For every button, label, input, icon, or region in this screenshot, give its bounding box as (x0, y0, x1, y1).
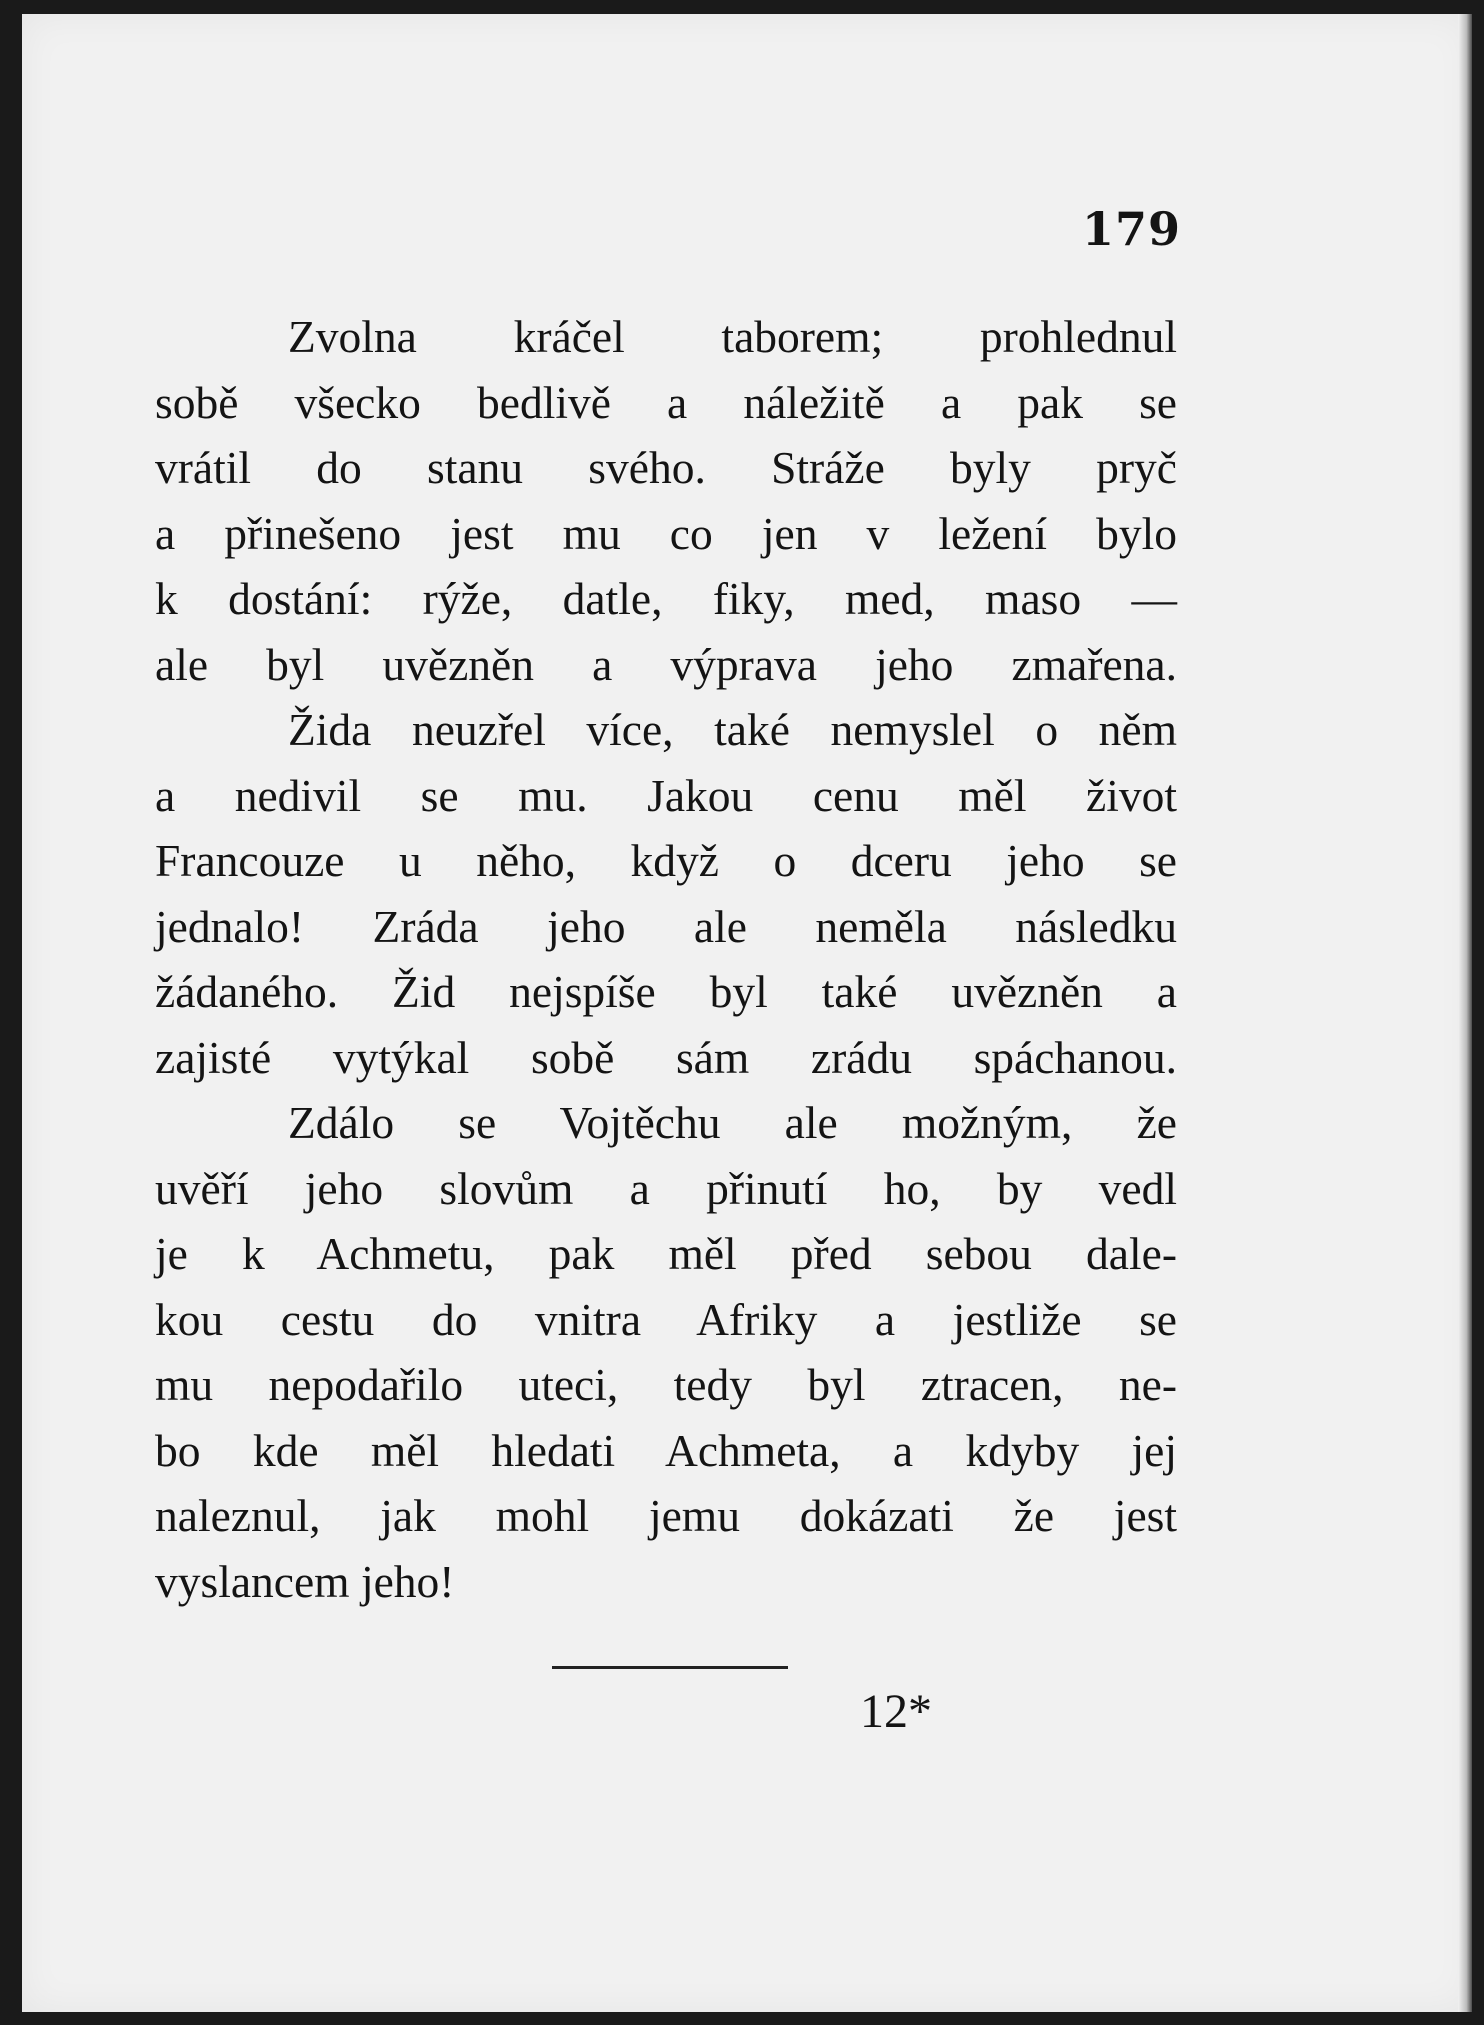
text-line: zajisté vytýkal sobě sám zrádu spáchanou. (155, 1031, 1177, 1083)
text-line: naleznul, jak mohl jemu dokázati že jest (155, 1490, 1177, 1541)
text-line: Žida neuzřel více, také nemyslel o něm (288, 704, 1177, 755)
signature-mark: 12* (860, 1685, 932, 1738)
text-line: k dostání: rýže, datle, fiky, med, maso — (155, 573, 1177, 624)
text-line: Zdálo se Vojtěchu ale možným, že (288, 1097, 1177, 1148)
body-text (155, 304, 1177, 1614)
text-line: mu nepodařilo uteci, tedy byl ztracen, ne- (155, 1359, 1177, 1410)
text-line: Zvolna kráčel taborem; prohlednul (288, 311, 1177, 362)
text-line: Francouze u něho, když o dceru jeho se (155, 835, 1177, 886)
text-line: je k Achmetu, pak měl před sebou dale- (155, 1228, 1177, 1279)
book-page (22, 14, 1472, 2012)
page-edge-shadow (1458, 14, 1472, 2012)
text-line: a nedivil se mu. Jakou cenu měl život (155, 769, 1177, 821)
text-line: jednalo! Zráda jeho ale neměla následku (155, 900, 1177, 952)
text-line: bo kde měl hledati Achmeta, a kdyby jej (155, 1424, 1177, 1476)
text-line: vrátil do stanu svého. Stráže byly pryč (155, 442, 1177, 493)
footer-rule (552, 1666, 788, 1669)
text-line: vyslancem jeho! (155, 1555, 455, 1607)
page-number: 179 (1082, 202, 1182, 256)
text-line: kou cestu do vnitra Afriky a jestliže se (155, 1293, 1177, 1345)
text-line: uvěří jeho slovům a přinutí ho, by vedl (155, 1162, 1177, 1214)
text-line: ale byl uvězněn a výprava jeho zmařena. (155, 638, 1177, 690)
text-line: sobě všecko bedlivě a náležitě a pak se (155, 376, 1177, 428)
text-line: žádaného. Žid nejspíše byl také uvězněn a (155, 966, 1177, 1017)
text-line: a přinešeno jest mu co jen v ležení bylo (155, 507, 1177, 559)
